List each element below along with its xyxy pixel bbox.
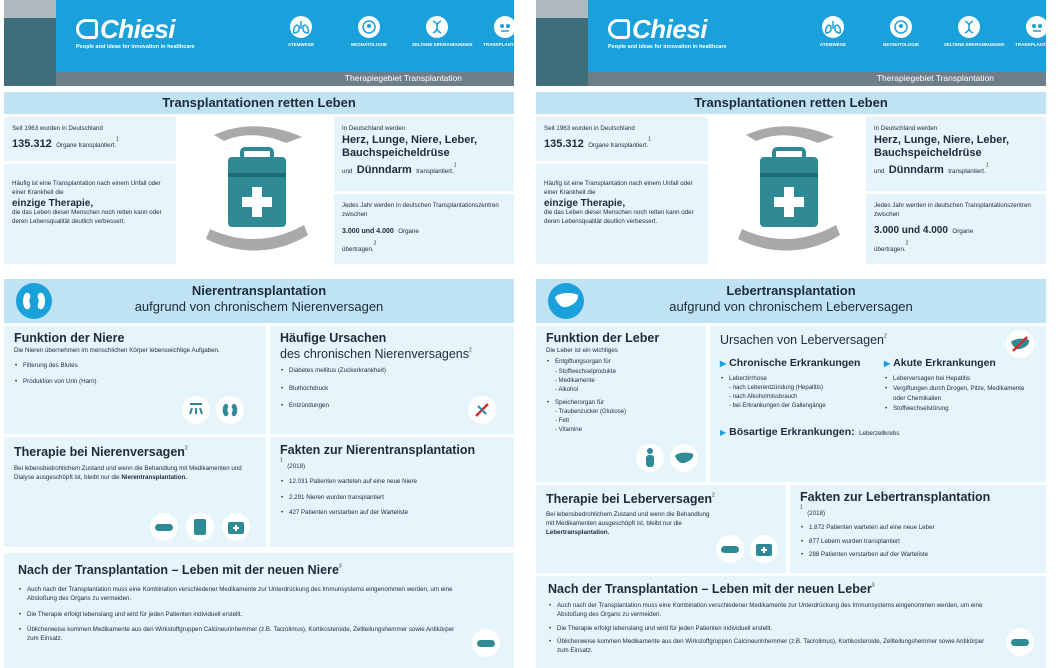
organe-text: Organe — [398, 227, 419, 235]
therapy-areas — [276, 16, 530, 47]
chiesi-logo[interactable] — [76, 14, 175, 45]
medical-case-icon — [750, 535, 778, 563]
body-icon — [636, 444, 664, 472]
fact-item: • 427 Patienten verstarben auf der Warteliste — [280, 508, 504, 517]
chiesi-logo[interactable] — [608, 14, 707, 45]
section-title: Lebertransplantation — [726, 283, 856, 298]
acute-column — [884, 357, 1034, 414]
pills-icon — [150, 513, 178, 541]
area-label: ATEMWEGE — [287, 42, 315, 47]
header-corner-teal — [536, 18, 588, 86]
function-box — [536, 326, 706, 482]
area-label: SELTENE ERKRANKUNGEN — [944, 42, 1005, 47]
footnote: 2 — [712, 492, 715, 499]
footnote: 1 — [280, 458, 283, 465]
yearly-range: 3.000 und 4.000 — [874, 224, 948, 236]
facts-year: (2018) — [287, 463, 306, 471]
triangle-bullet-icon: ▶ — [720, 359, 727, 368]
footnote: 1 — [116, 136, 119, 143]
transplant-icon — [1026, 16, 1048, 38]
acute-title: Akute Erkrankungen — [893, 357, 996, 369]
intro-organs-box — [866, 117, 1046, 191]
chronic-subitem: - nach Alkoholmissbrauch — [729, 394, 798, 401]
causes-box — [710, 326, 1046, 482]
frequent-text: Häufig ist eine Transplantation nach einem Unfall oder einer Krankheit die — [12, 180, 161, 196]
intro-title: Transplantationen retten Leben — [694, 95, 888, 110]
transferred-text: übertragen. — [874, 245, 906, 253]
logo-text: Chiesi — [100, 14, 176, 44]
function-title: Funktion der Niere — [14, 331, 125, 345]
triangle-bullet-icon: ▶ — [884, 359, 891, 368]
no-alcohol-liver-icon — [1006, 330, 1034, 358]
therapy-areas — [808, 16, 1062, 47]
malignant-text: Leberzellkrebs — [859, 430, 900, 438]
function-item: • Entgiftungsorgan für — [546, 357, 696, 366]
after-title: Nach der Transplantation – Leben mit der neuen Leber — [548, 582, 872, 596]
section-subtitle: aufgrund von chronischem Leberversagen — [669, 298, 913, 314]
dna-icon — [958, 16, 980, 38]
triangle-bullet-icon: ▶ — [720, 428, 727, 438]
since-text: Seit 1963 wurden in Deutschland — [12, 125, 103, 132]
lungs-icon — [822, 16, 844, 38]
function-item: • Produktion von Urin (Harn) — [14, 377, 256, 386]
facts-title: Fakten zur Lebertransplantation — [800, 490, 991, 504]
function-title: Funktion der Leber — [546, 331, 660, 345]
footnote: 1 — [985, 163, 989, 170]
kidney-icon — [16, 283, 52, 319]
header-banner — [56, 0, 527, 72]
intestine-text: Dünndarm — [888, 164, 944, 177]
tagline: People and ideas for innovation in healthcare — [608, 44, 727, 50]
intro-therapy-box — [536, 164, 708, 264]
area-transplantation[interactable] — [1012, 16, 1062, 47]
pills-icon — [472, 629, 500, 657]
medical-case-illustration — [180, 117, 330, 264]
function-subitem: - Stoffwechselprodukte — [555, 368, 616, 375]
chronic-subitem: - nach Leberentzündung (Hepatitis) — [729, 385, 824, 392]
germany-text: In Deutschland werden — [342, 125, 406, 132]
therapy-box — [536, 485, 786, 573]
causes-title: Ursachen von Leberversagen — [720, 333, 884, 347]
therapy-area-subtitle: Therapiegebiet Transplantation — [344, 73, 462, 83]
section-title-bar — [536, 279, 1046, 323]
area-label: TRANSPLANTATION — [483, 42, 527, 47]
fact-item: • 288 Patienten verstarben auf der Warteliste — [800, 550, 1036, 559]
after-transplant-box — [4, 553, 514, 668]
header-subtitle-bar — [56, 72, 514, 86]
header-corner-teal — [4, 18, 56, 86]
intro-title-bar — [4, 92, 514, 114]
header-subtitle-bar — [588, 72, 1046, 86]
intro-yearly-box — [866, 194, 1046, 264]
chronic-subitem: - bei Erkrankungen der Gallengänge — [729, 403, 826, 410]
facts-title: Fakten zur Nierentransplantation — [280, 443, 476, 457]
yearly-text: Jedes Jahr werden in deutschen Transplantationszentren zwischen — [874, 202, 1031, 218]
chronic-title: Chronische Erkrankungen — [729, 357, 861, 369]
acute-item: • Leberversagen bei Hepatitis — [884, 374, 1034, 383]
area-label: TRANSPLANTATION — [1015, 42, 1059, 47]
fact-item: • 2.291 Nieren wurden transplantiert — [280, 493, 504, 502]
area-transplantation[interactable] — [480, 16, 530, 47]
malignant-title: Bösartige Erkrankungen: — [729, 426, 855, 439]
pills-icon — [1006, 628, 1034, 656]
acute-item: • Stoffwechselstörung — [884, 404, 1034, 413]
therapy-bold: Lebertransplantation. — [546, 528, 610, 536]
after-transplant-box — [536, 576, 1046, 668]
after-item: • Auch nach der Transplantation muss eine Kombination verschiedener Medikamente zur Unterdrückung des Immunsystems eingenommen werden, um eine Abstoßung des Organs zu vermeiden. — [18, 585, 458, 604]
chiesi-logo-mark — [608, 19, 630, 39]
cause-item: • Entzündungen — [280, 401, 504, 410]
cause-item: • Diabetes mellitus (Zuckerkrankheit) — [280, 366, 504, 375]
area-label: NEONATOLOGIE — [350, 42, 388, 47]
therapy-area-subtitle: Therapiegebiet Transplantation — [876, 73, 994, 83]
tagline: People and ideas for innovation in healthcare — [76, 44, 195, 50]
footnote: 2 — [905, 240, 909, 247]
after-title: Nach der Transplantation – Leben mit der neuen Niere — [18, 563, 339, 577]
facts-box — [270, 437, 514, 547]
liver-icon — [548, 283, 584, 319]
causes-title: Häufige Ursachen — [280, 331, 387, 345]
footnote: 1 — [800, 505, 803, 512]
lungs-icon — [290, 16, 312, 38]
transplanted-text: transplantiert. — [948, 168, 986, 176]
germany-text: In Deutschland werden — [874, 125, 938, 132]
liver-icon — [670, 444, 698, 472]
section-subtitle: aufgrund von chronischem Nierenversagen — [134, 298, 384, 314]
area-neonatologie[interactable] — [876, 16, 926, 47]
intestine-text: Dünndarm — [356, 164, 412, 177]
header-corner-gray — [4, 0, 56, 18]
function-subitem: - Vitamine — [555, 426, 582, 433]
header-banner — [588, 0, 1059, 72]
only-therapy-rest: die das Leben dieser Menschen noch retten kann oder deren Lebensqualität deutlich verbessert. — [544, 208, 694, 225]
transplant-icon — [494, 16, 516, 38]
intro-since-box — [4, 117, 176, 161]
frequent-text: Häufig ist eine Transplantation nach einem Unfall oder einer Krankheit die — [544, 180, 693, 196]
filter-drops-icon — [182, 396, 210, 424]
pills-icon — [716, 535, 744, 563]
intro-organs-box — [334, 117, 514, 191]
area-seltene[interactable] — [944, 16, 1005, 47]
medical-case-icon — [222, 513, 250, 541]
intro-title-bar — [536, 92, 1046, 114]
only-therapy: einzige Therapie, — [12, 197, 94, 209]
intro-title: Transplantationen retten Leben — [162, 95, 356, 110]
function-text: Die Nieren übernehmen im menschlichen Körper lebenswichtige Aufgaben. — [14, 347, 220, 355]
footnote: 3 — [871, 582, 875, 589]
yearly-text: Jedes Jahr werden in deutschen Transplantationszentren zwischen — [342, 202, 499, 218]
footnote: 2 — [884, 333, 887, 340]
footnote: 2 — [373, 240, 377, 247]
and-text: und — [342, 168, 353, 176]
causes-box — [270, 326, 514, 434]
dialysis-icon — [186, 513, 214, 541]
intro-since-box — [536, 117, 708, 161]
facts-box — [790, 485, 1046, 573]
after-item: • Die Therapie erfolgt lebenslang und wird für jeden Patienten individuell erstellt. — [18, 610, 458, 619]
chronic-item: • Leberzirrhose — [720, 374, 870, 383]
kidney-icon — [216, 396, 244, 424]
after-item: • Die Therapie erfolgt lebenslang und wird für jeden Patienten individuell erstellt. — [548, 624, 988, 633]
therapy-title: Therapie bei Leberversagen — [546, 492, 713, 506]
only-therapy: einzige Therapie, — [544, 197, 626, 209]
footnote: 1 — [648, 136, 651, 143]
therapy-text: Bei lebensbedrohlichem Zustand und wenn die Behandlung mit Medikamenten ausgeschöpft ist, bleibt nur die — [546, 511, 710, 527]
since-text: Seit 1963 wurden in Deutschland — [544, 125, 635, 132]
function-box — [4, 326, 266, 434]
therapy-title: Therapie bei Nierenversagen — [14, 445, 185, 459]
neonatology-icon — [890, 16, 912, 38]
organs-transplanted-text: Organe transplantiert. — [588, 141, 649, 149]
causes-subtitle: des chronischen Nierenversagens — [280, 347, 469, 362]
intro-therapy-box — [4, 164, 176, 264]
area-seltene[interactable] — [412, 16, 473, 47]
therapy-box — [4, 437, 266, 547]
after-item: • Üblicherweise kommen Medikamente aus den Wirkstoffgruppen Calcineurinhemmer (z.B. Tacrolimus), Kortikosteroide, Zellteilungshemmer sowie Antikörper zum Einsatz. — [18, 625, 458, 644]
organe-text: Organe — [952, 227, 974, 235]
area-label: NEONATOLOGIE — [882, 42, 920, 47]
section-title-bar — [4, 279, 514, 323]
area-neonatologie[interactable] — [344, 16, 394, 47]
fact-item: • 12.031 Patienten warteten auf eine neue Niere — [280, 477, 504, 486]
and-text: und — [874, 168, 885, 176]
intro-yearly-box — [334, 194, 514, 264]
footnote: 2 — [184, 445, 188, 452]
yearly-range: 3.000 und 4.000 — [342, 227, 394, 235]
section-title: Nierentransplantation — [191, 283, 327, 298]
dna-icon — [426, 16, 448, 38]
function-item: • Filterung des Blutes — [14, 361, 256, 370]
function-subitem: - Traubenzucker (Glukose) — [555, 408, 627, 415]
therapy-bold: Nierentransplantation. — [121, 473, 187, 481]
transplant-count: 135.312 — [544, 137, 584, 150]
area-atemwege[interactable] — [808, 16, 858, 47]
only-therapy-rest: die das Leben dieser Menschen noch retten kann oder deren Lebensqualität deutlich verbessert. — [12, 208, 162, 225]
logo-text: Chiesi — [632, 14, 708, 44]
header-corner-gray — [536, 0, 588, 18]
facts-year: (2018) — [807, 510, 826, 518]
chronic-column — [720, 357, 870, 414]
transferred-text: übertragen. — [342, 245, 374, 253]
footnote: 2 — [469, 348, 472, 355]
no-sugar-icon — [468, 396, 496, 424]
function-text: Die Leber ist ein wichtiges — [546, 347, 618, 355]
transplant-count: 135.312 — [12, 137, 52, 150]
fact-item: • 1.872 Patienten warteten auf eine neue Leber — [800, 523, 1036, 532]
medical-case-illustration — [712, 117, 862, 264]
after-item: • Auch nach der Transplantation muss eine Kombination verschiedener Medikamente zur Unterdrückung des Immunsystems eingenommen werden, um eine Abstoßung des Organs zu vermeiden. — [548, 601, 988, 620]
organs-list: Herz, Lunge, Niere, Leber, Bauchspeicheldrüse — [874, 133, 1010, 160]
area-atemwege[interactable] — [276, 16, 326, 47]
organs-list: Herz, Lunge, Niere, Leber, Bauchspeicheldrüse — [342, 133, 478, 160]
neonatology-icon — [358, 16, 380, 38]
chiesi-logo-mark — [76, 19, 98, 39]
organs-transplanted-text: Organe transplantiert. — [56, 141, 117, 149]
function-subitem: - Fett — [555, 417, 570, 424]
footnote: 3 — [338, 563, 342, 570]
function-subitem: - Medikamente — [555, 377, 595, 384]
area-label: ATEMWEGE — [819, 42, 847, 47]
after-item: • Üblicherweise kommen Medikamente aus den Wirkstoffgruppen Calcineurinhemmer (z.B. Tacrolimus), Kortikosteroide, Zellteilungshemmer sowie Antikörper zum Einsatz. — [548, 637, 988, 656]
cause-item: • Bluthochdruck — [280, 384, 504, 393]
function-item: • Speicherorgan für — [546, 398, 696, 407]
therapy-text: Bei lebensbedrohlichem Zustand und wenn die Behandlung mit Medikamenten und Dialyse ausgeschöpft ist, bleibt nur die — [14, 465, 242, 481]
transplanted-text: transplantiert. — [416, 168, 454, 176]
liver-infographic-page — [536, 0, 1059, 668]
footnote: 1 — [453, 163, 457, 170]
function-subitem: - Alkohol — [555, 386, 579, 393]
kidney-infographic-page — [4, 0, 527, 668]
area-label: SELTENE ERKRANKUNGEN — [412, 42, 473, 47]
acute-item: • Vergiftungen durch Drogen, Pilze, Medikamente oder Chemikalien — [884, 384, 1034, 403]
fact-item: • 877 Lebern wurden transplantiert — [800, 537, 1036, 546]
